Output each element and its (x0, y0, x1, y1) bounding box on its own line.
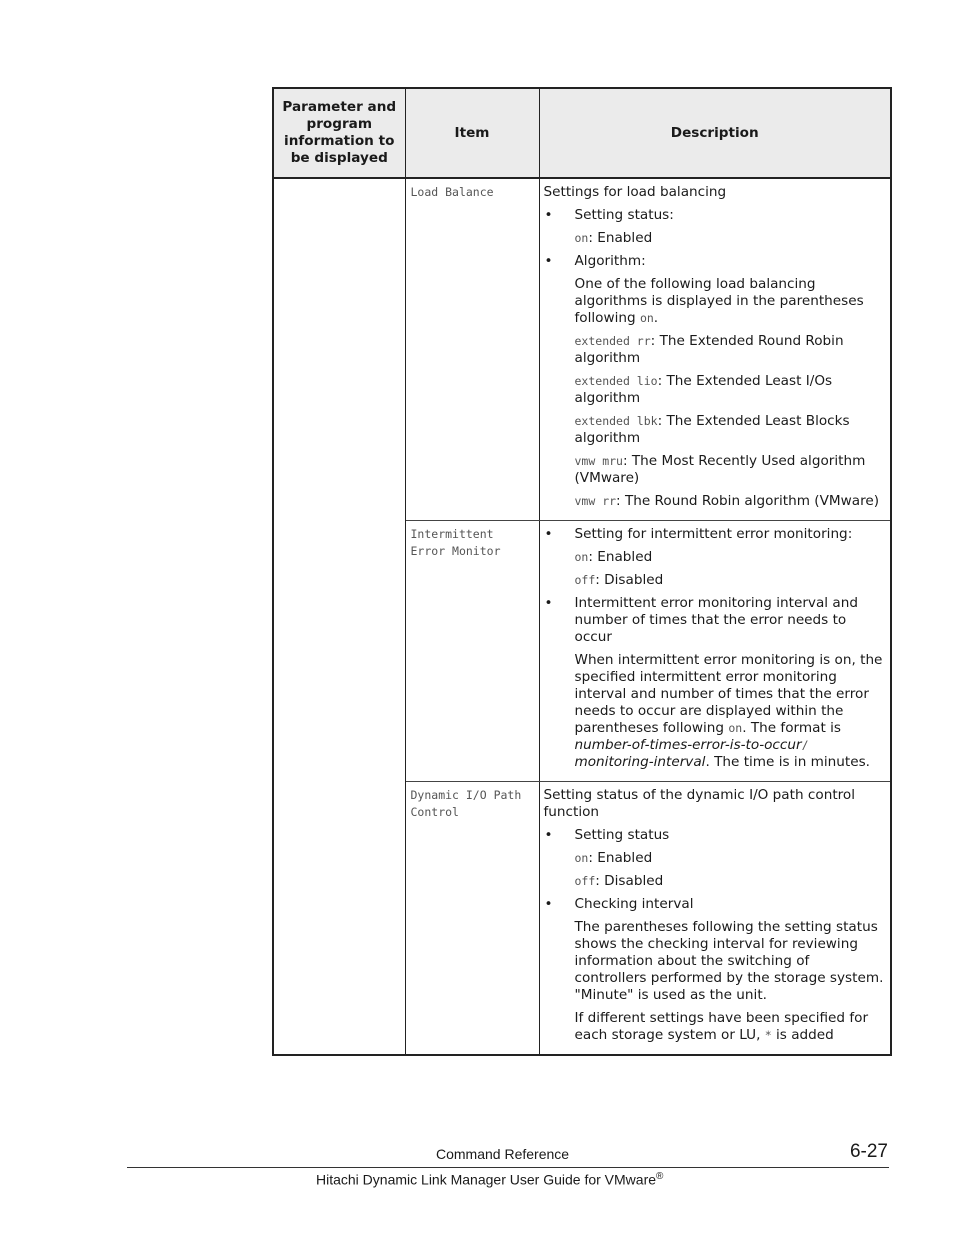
bullet-text: Intermittent error monitoring interval and number of times that the error needs to occur (574, 595, 858, 645)
code-value: extended rr (574, 334, 651, 348)
code-value: * (764, 1028, 772, 1042)
description-intro: Settings for load balancing (543, 184, 727, 200)
algorithm-label: : The Extended Round Robin algorithm (574, 333, 844, 366)
code-value: on (574, 851, 589, 865)
punctuation: . (653, 310, 659, 326)
item-intermittent-error-monitor: Intermittent Error Monitor (410, 527, 501, 558)
footer-divider (127, 1167, 889, 1168)
algorithm-entry (575, 493, 885, 510)
bullet-glyph: • (544, 253, 553, 269)
algorithm-entry (575, 453, 885, 487)
code-value: on (574, 550, 589, 564)
note-paragraph (575, 1010, 885, 1044)
bullet-detail (544, 652, 885, 771)
value-label: : Disabled (595, 873, 664, 889)
bullet-item (544, 595, 885, 646)
table-row (273, 178, 891, 521)
value-label: : Disabled (595, 572, 664, 588)
code-value: vmw rr (574, 494, 617, 508)
bullet-text: Setting for intermittent error monitoring: (574, 526, 853, 542)
bullet-text: Algorithm: (574, 253, 646, 269)
header-item: Item (405, 88, 539, 178)
bullet-detail (544, 549, 885, 589)
table-header-row (273, 88, 891, 178)
item-cell (405, 521, 539, 782)
bullet-item (544, 827, 885, 844)
paragraph-text: When intermittent error monitoring is on, the specified intermittent error monitoring interval and number of times that the error needs to occur are displayed within the parentheses following (574, 652, 883, 736)
footer-page-number: 6-27 (849, 1141, 888, 1162)
algorithm-entry (575, 413, 885, 447)
reference-table (272, 87, 892, 1056)
bullet-glyph: • (544, 896, 553, 912)
header-param: Parameter and program information to be displayed (273, 88, 405, 178)
interval-paragraph: The parentheses following the setting status shows the checking interval for reviewing information about the switching of controllers performed by the storage system. "Minute" is used as the unit. (574, 919, 884, 1003)
code-value: vmw mru (574, 454, 623, 468)
value-label: : Enabled (588, 230, 653, 246)
algorithm-intro: One of the following load balancing algorithms is displayed in the parentheses following (574, 276, 864, 326)
bullet-item (544, 896, 885, 913)
bullet-glyph: • (544, 827, 553, 843)
registered-mark: ® (656, 1171, 664, 1182)
description-cell (539, 178, 891, 521)
format-term: monitoring-interval (574, 754, 706, 770)
bullet-detail (544, 919, 885, 1044)
code-value: / (801, 738, 809, 752)
paragraph-text: is added (771, 1027, 834, 1043)
description-intro: Setting status of the dynamic I/O path control function (543, 787, 856, 820)
bullet-glyph: • (544, 595, 553, 611)
footer-section-title: Command Reference (436, 1146, 570, 1162)
paragraph-text: . The time is in minutes. (705, 754, 870, 770)
bullet-glyph: • (544, 207, 553, 223)
paragraph-text: . The format is (742, 720, 841, 736)
code-value: extended lbk (574, 414, 658, 428)
format-term: number-of-times-error-is-to-occur (574, 737, 802, 753)
algorithm-entry (575, 373, 885, 407)
bullet-item (544, 526, 885, 543)
book-title-text: Hitachi Dynamic Link Manager User Guide for VMware (316, 1171, 657, 1188)
code-value: on (574, 231, 589, 245)
footer-book-title (316, 1171, 663, 1188)
bullet-item (544, 207, 885, 224)
header-description: Description (539, 88, 891, 178)
code-value: off (574, 573, 596, 587)
code-value: on (728, 721, 743, 735)
algorithm-label: : The Round Robin algorithm (VMware) (616, 493, 880, 509)
code-value: off (574, 874, 596, 888)
description-cell (539, 521, 891, 782)
item-dynamic-io-path-control: Dynamic I/O Path Control (410, 788, 522, 819)
value-label: : Enabled (588, 549, 653, 565)
paragraph-text: If different settings have been specified for each storage system or LU, (574, 1010, 869, 1043)
bullet-text: Checking interval (574, 896, 694, 912)
bullet-text: Setting status: (574, 207, 674, 223)
value-label: : Enabled (588, 850, 653, 866)
bullet-glyph: • (544, 526, 553, 542)
algorithm-label: : The Extended Least I/Os algorithm (574, 373, 833, 406)
bullet-detail (544, 230, 885, 247)
bullet-detail (544, 850, 885, 890)
param-cell (273, 178, 405, 1055)
item-load-balance: Load Balance (410, 185, 494, 199)
code-value: on (639, 311, 654, 325)
format-paragraph (575, 652, 885, 771)
algorithm-entry (575, 333, 885, 367)
item-cell (405, 782, 539, 1056)
description-cell (539, 782, 891, 1056)
bullet-text: Setting status (574, 827, 670, 843)
algorithm-label: : The Extended Least Blocks algorithm (574, 413, 850, 446)
item-cell (405, 178, 539, 521)
code-value: extended lio (574, 374, 658, 388)
algorithm-label: : The Most Recently Used algorithm (VMware) (574, 453, 866, 486)
bullet-detail (544, 276, 885, 510)
bullet-item (544, 253, 885, 270)
